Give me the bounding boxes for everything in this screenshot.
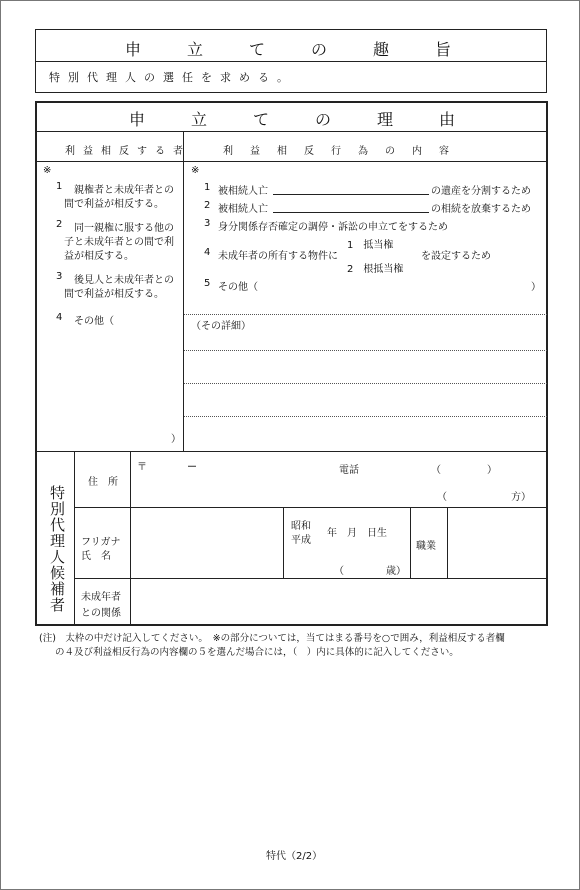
form-page: 申立ての趣旨 特別代理人の選任を求める。 申立ての理由 利益相反する者 利益相反行為の内容 ※ 1 親権者と未成年者との 間で利益が相反する。 2 同一親権に服する他の 子と未成年者との間で利 益が相反する。 3 後見人と未成年者との 間で利益が相反する。 4 その他（ ） ※ 1 被相続人亡 の遺産を分割するため 2 被相続人亡 の相続を放棄するため 3 身分関係存否確定の調停・訴訟の申立てをするため 4 未成年者の所有する物件に 1 抵当権 2 根抵当権 を設定するため 5 その他（ ） （その詳細） 特別代理人候補者 住 所 〒 － 電話 （ ） （ 方） フリガナ 氏 名 昭和 平成 年 月 日生 （ 歳） 職業 未成年者 との関係 (注) 太枠の中だけ記入してください。 ※の部分については，当てはまる番号を○で囲み，利益相反する者欄 の４及び利益相反行為の内容欄の５を選んだ場合には，（ ）内に具体的に記入してください。 特代（2/2）: [0, 0, 580, 890]
column-divider: [183, 131, 184, 451]
left-mark: ※: [43, 165, 52, 176]
care-of-suffix: 方）: [511, 492, 531, 503]
detail-top-rule: [184, 314, 547, 315]
era-heisei[interactable]: 平成: [291, 535, 311, 546]
reason-heading-divider: [36, 131, 547, 132]
address-label: 住 所: [88, 477, 118, 488]
address-field[interactable]: [131, 452, 546, 507]
gist-text: 特別代理人の選任を求める。: [49, 71, 296, 84]
name-label: 氏 名: [81, 551, 111, 562]
relation-label-2: との関係: [81, 608, 121, 619]
note-line-1: (注) 太枠の中だけ記入してください。 ※の部分については，当てはまる番号を○で囲み，利益相反する者欄: [39, 633, 505, 644]
conflict-party-header: 利益相反する者: [65, 146, 191, 157]
relation-field[interactable]: [131, 579, 546, 624]
decedent-name-blank-1[interactable]: [273, 194, 429, 195]
decedent-name-blank-2[interactable]: [273, 212, 429, 213]
care-of-paren-open: （: [437, 492, 447, 503]
postal-mark: 〒: [137, 462, 147, 473]
occupation-label: 職業: [416, 541, 436, 552]
detail-line-1[interactable]: [184, 350, 547, 351]
conflict-act-header: 利益相反行為の内容: [223, 146, 466, 157]
age-paren-open: （: [334, 566, 344, 577]
form-code-footer: 特代（2/2）: [266, 851, 323, 862]
furigana-label: フリガナ: [81, 537, 121, 548]
era-showa[interactable]: 昭和: [291, 521, 311, 532]
postal-dash: －: [187, 462, 197, 473]
reason-heading: 申立ての理由: [129, 110, 502, 129]
birth-date-suffix: 年 月 日生: [327, 528, 387, 539]
detail-line-2[interactable]: [184, 383, 547, 384]
occupation-field[interactable]: [448, 508, 546, 578]
name-field[interactable]: [131, 508, 283, 578]
detail-line-3[interactable]: [184, 416, 547, 417]
right-mark: ※: [191, 165, 200, 176]
candidate-side-label: 特別代理人候補者: [48, 485, 66, 613]
age-suffix: 歳）: [386, 566, 406, 577]
mortgage-option[interactable]: 1 抵当権: [347, 240, 394, 251]
phone-paren-open: （: [431, 465, 441, 476]
detail-label: （その詳細）: [191, 321, 251, 332]
gist-divider: [35, 61, 547, 62]
left-other-close: ）: [171, 434, 181, 445]
name-birth-divider: [283, 507, 284, 578]
birth-occupation-divider: [410, 507, 411, 578]
gist-heading: 申立ての趣旨: [125, 40, 498, 59]
phone-label: 電話: [339, 465, 359, 476]
revolving-mortgage-option[interactable]: 2 根抵当権: [347, 264, 404, 275]
note-line-2: の４及び利益相反行為の内容欄の５を選んだ場合には，（ ）内に具体的に記入してください。: [55, 647, 459, 658]
phone-paren-close: ）: [487, 465, 497, 476]
column-header-divider: [36, 161, 547, 162]
candidate-side-divider: [74, 451, 75, 626]
relation-label-1: 未成年者: [81, 592, 121, 603]
